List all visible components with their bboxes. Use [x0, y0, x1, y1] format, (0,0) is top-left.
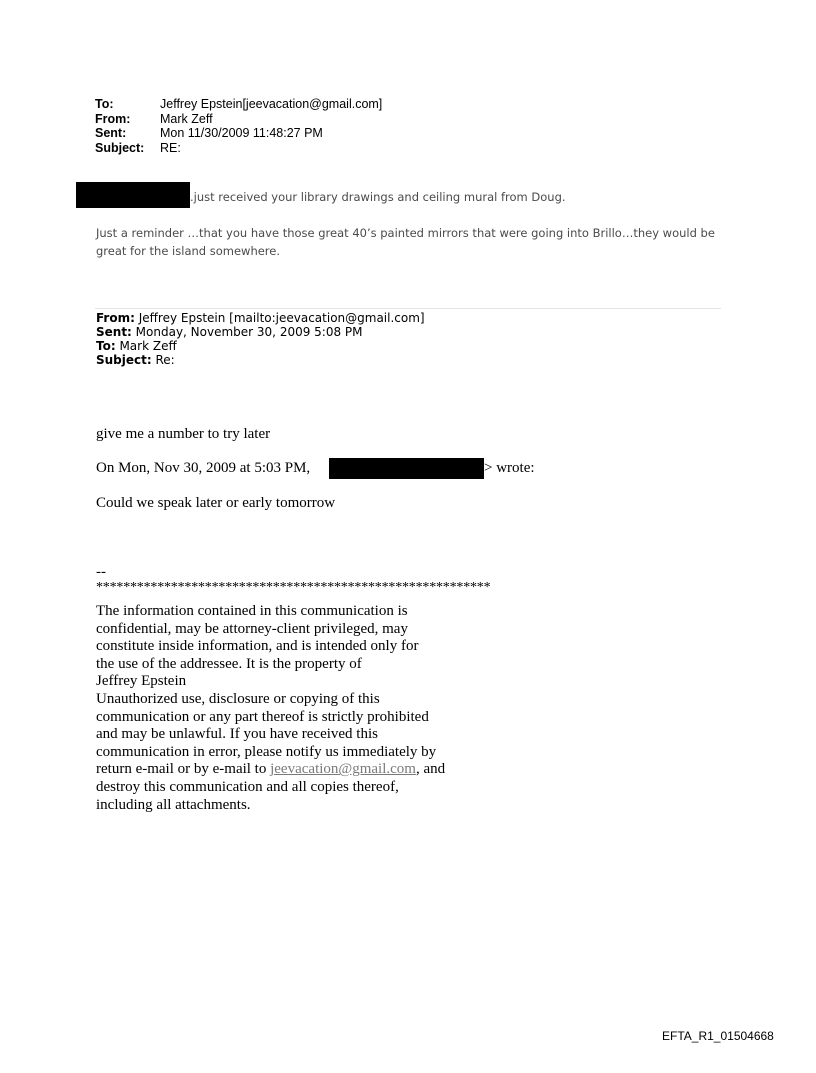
disclaimer-line: including all attachments.: [96, 796, 251, 813]
header-to-label: To:: [95, 97, 114, 111]
header-from-value: Mark Zeff: [160, 111, 213, 126]
header-subject-value: RE:: [160, 140, 181, 155]
header-sent-label: Sent:: [95, 126, 127, 140]
quoted-from-row: [96, 311, 425, 325]
reply-line-2: Just a reminder …that you have those great 40’s painted mirrors that were going into Brillo…they would be great for the island somewhere.: [96, 226, 715, 258]
reply-line-1: .just received your library drawings and ceiling mural from Doug.: [190, 190, 566, 204]
divider-line: [95, 308, 721, 309]
quoted-to-value: Mark Zeff: [115, 339, 177, 353]
quoted-from-value: Jeffrey Epstein [mailto:jeevacation@gmail.com]: [134, 311, 425, 325]
quoted-to-row: [96, 339, 425, 353]
header-sent-row: [95, 126, 382, 141]
disclaimer-line: constitute inside information, and is intended only for: [96, 638, 419, 655]
header-from-label: From:: [95, 111, 131, 126]
header-sent-value: Mon 11/30/2009 11:48:27 PM: [160, 126, 323, 140]
asterisk-separator: **********************************************************: [96, 580, 491, 595]
quoted-sent-label: Sent:: [96, 325, 132, 339]
signature-dash: --: [96, 564, 106, 580]
header-subject-label: Subject:: [95, 140, 145, 155]
disclaimer-line: The information contained in this communication is: [96, 603, 408, 619]
header-from-row: [95, 112, 382, 127]
disclaimer-line: communication in error, please notify us immediately by: [96, 743, 437, 760]
quoted-subject-value: Re:: [151, 353, 175, 367]
quoted-body-line-3: Could we speak later or early tomorrow: [96, 495, 336, 511]
quoted-subject-row: [96, 353, 425, 367]
quoted-sent-row: [96, 325, 425, 339]
quoted-body-line-1: give me a number to try later: [96, 426, 271, 442]
quoted-to-label: To:: [96, 339, 116, 353]
disclaimer-line-suffix: , and: [415, 761, 446, 778]
document-id: EFTA_R1_01504668: [662, 1029, 774, 1043]
email-link[interactable]: jeevacation@gmail.com: [270, 761, 416, 778]
quoted-body-line-2-prefix: On Mon, Nov 30, 2009 at 5:03 PM,: [96, 460, 311, 476]
quoted-sent-value: Monday, November 30, 2009 5:08 PM: [131, 325, 363, 339]
disclaimer-line-with-link: [96, 761, 445, 779]
quoted-body-line-2-suffix: > wrote:: [484, 460, 535, 476]
disclaimer-block: [96, 603, 445, 814]
disclaimer-line: confidential, may be attorney-client privileged, may: [96, 620, 408, 637]
disclaimer-line-prefix: return e-mail or by e-mail to: [96, 761, 271, 778]
quoted-subject-label: Subject:: [96, 353, 152, 367]
disclaimer-line: destroy this communication and all copies thereof,: [96, 778, 399, 795]
header-subject-row: [95, 141, 382, 156]
redaction-box-greeting: [76, 182, 190, 208]
disclaimer-line: Jeffrey Epstein: [96, 673, 187, 690]
quoted-from-label: From:: [96, 311, 135, 325]
disclaimer-line: and may be unlawful. If you have received this: [96, 726, 378, 743]
header-to-row: [95, 97, 382, 112]
quoted-header: [96, 311, 425, 367]
redaction-box-sender: [329, 458, 484, 479]
disclaimer-line: Unauthorized use, disclosure or copying of this: [96, 690, 380, 707]
disclaimer-line: communication or any part thereof is strictly prohibited: [96, 708, 429, 725]
disclaimer-line: the use of the addressee. It is the property of: [96, 655, 362, 672]
header-to-value: Jeffrey Epstein[jeevacation@gmail.com]: [160, 97, 383, 111]
email-header: [95, 97, 382, 155]
